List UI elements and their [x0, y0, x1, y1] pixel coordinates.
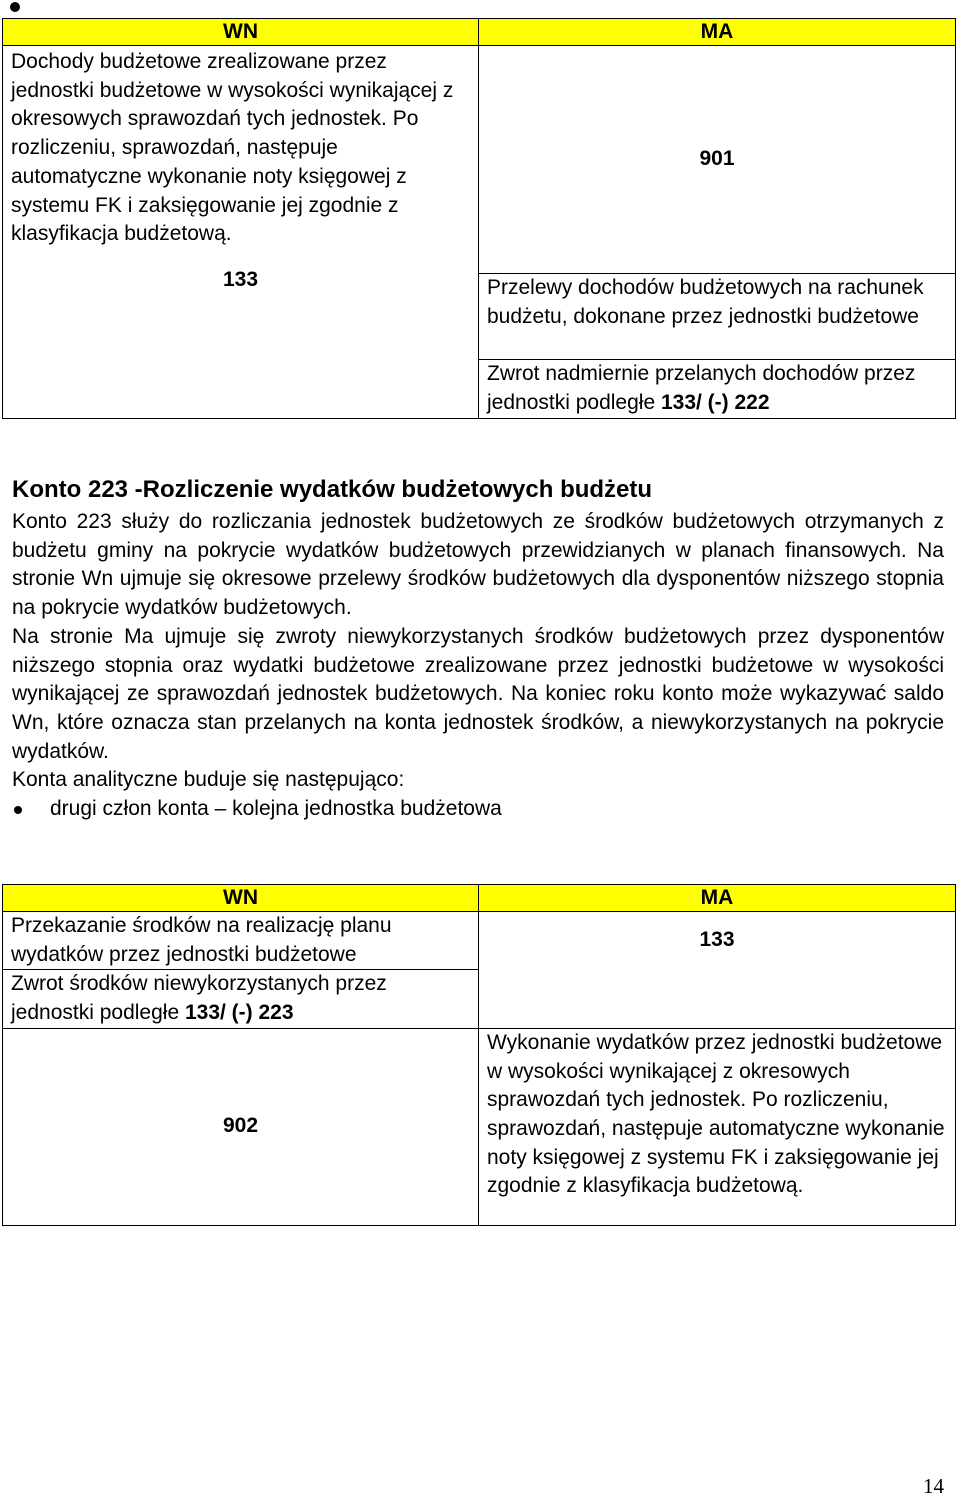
ma-entry-1-text: Przelewy dochodów budżetowych na rachunek budżetu, dokonane przez jednostki budżetowe — [487, 276, 924, 328]
wn-header: WN — [3, 885, 479, 912]
bullet-icon — [14, 806, 22, 814]
ma-account-cell — [479, 46, 956, 274]
ma-account-cell — [479, 912, 956, 1029]
wn-entry-2 — [3, 970, 479, 1028]
account-table-223 — [2, 884, 956, 1226]
wn-cell — [3, 46, 479, 419]
wn-entry-2-text: Zwrot środków niewykorzystanych przez jednostki podległe — [11, 972, 387, 1025]
konto-223-section — [12, 476, 944, 824]
paragraph-2: Na stronie Ma ujmuje się zwroty niewykorzystanych środków budżetowych przez dysponentów niższego stopnia oraz wydatki budżetowe zrealizowane przez jednostki budżetowe w wysokości wynikającej ze sprawozdań jednostek budżetowych. Na koniec roku konto może wykazywać saldo Wn, które oznacza stan przelanych na konta jednostek środków, a niewykorzystanych na pokrycie wydatków. — [12, 624, 944, 763]
top-bullet-icon — [10, 2, 20, 12]
wn-entry-1-text: Przekazanie środków na realizację planu wydatków przez jednostki budżetowe — [11, 914, 392, 966]
section-heading: Konto 223 -Rozliczenie wydatków budżetowych budżetu — [12, 476, 653, 503]
paragraph-3: Konta analityczne buduje się następująco: — [12, 768, 405, 792]
paragraph-1: Konto 223 służy do rozliczania jednostek budżetowych ze środków budżetowych otrzymanych z budżetu gminy na pokrycie wydatków budżetowych przewidzianych w planach finansowych. Na stronie Wn ujmuje się okresowe przelewy środków budżetowych dla dysponentów niższego stopnia na pokrycie wydatków budżetowych. — [12, 510, 944, 620]
list-item-text: drugi człon konta – kolejna jednostka budżetowa — [50, 797, 502, 821]
wn-entry-2-ref: 133/ (-) 223 — [184, 1001, 294, 1025]
ma-entry-2-text: Zwrot nadmiernie przelanych dochodów przez jednostki podległe — [487, 362, 916, 414]
wn-description: Dochody budżetowe zrealizowane przez jednostki budżetowe w wysokości wynikającej z okresowych sprawozdań tych jednostek. Po rozliczeniu, sprawozdań, następuje automatyczne wykonanie noty księgowej z systemu FK i zaksięgowanie jej zgodnie z klasyfikacja budżetową. — [11, 50, 454, 246]
wn-header: WN — [3, 19, 479, 46]
account-table-133 — [2, 18, 956, 419]
ma-entry — [479, 1028, 956, 1225]
ma-entry-2 — [479, 360, 956, 419]
ma-entry-1 — [479, 274, 956, 360]
ma-header: MA — [479, 19, 956, 46]
list-item — [12, 795, 944, 824]
ma-account-number: 901 — [699, 147, 735, 171]
wn-account-cell — [3, 1028, 479, 1225]
wn-entry-1 — [3, 912, 479, 970]
page-number: 14 — [923, 1474, 944, 1498]
ma-entry-text: Wykonanie wydatków przez jednostki budżetowe w wysokości wynikającej z okresowych sprawozdań tych jednostek. Po rozliczeniu, sprawozdań, następuje automatyczne wykonanie noty księgowej z systemu FK i zaksięgowanie jej zgodnie z klasyfikacja budżetową. — [487, 1030, 945, 1198]
ma-account-number: 133 — [699, 928, 735, 951]
ma-header: MA — [479, 885, 956, 912]
wn-account-number: 902 — [222, 1114, 259, 1138]
wn-account-number: 133 — [222, 267, 259, 291]
ma-entry-2-ref: 133/ (-) 222 — [660, 390, 770, 414]
